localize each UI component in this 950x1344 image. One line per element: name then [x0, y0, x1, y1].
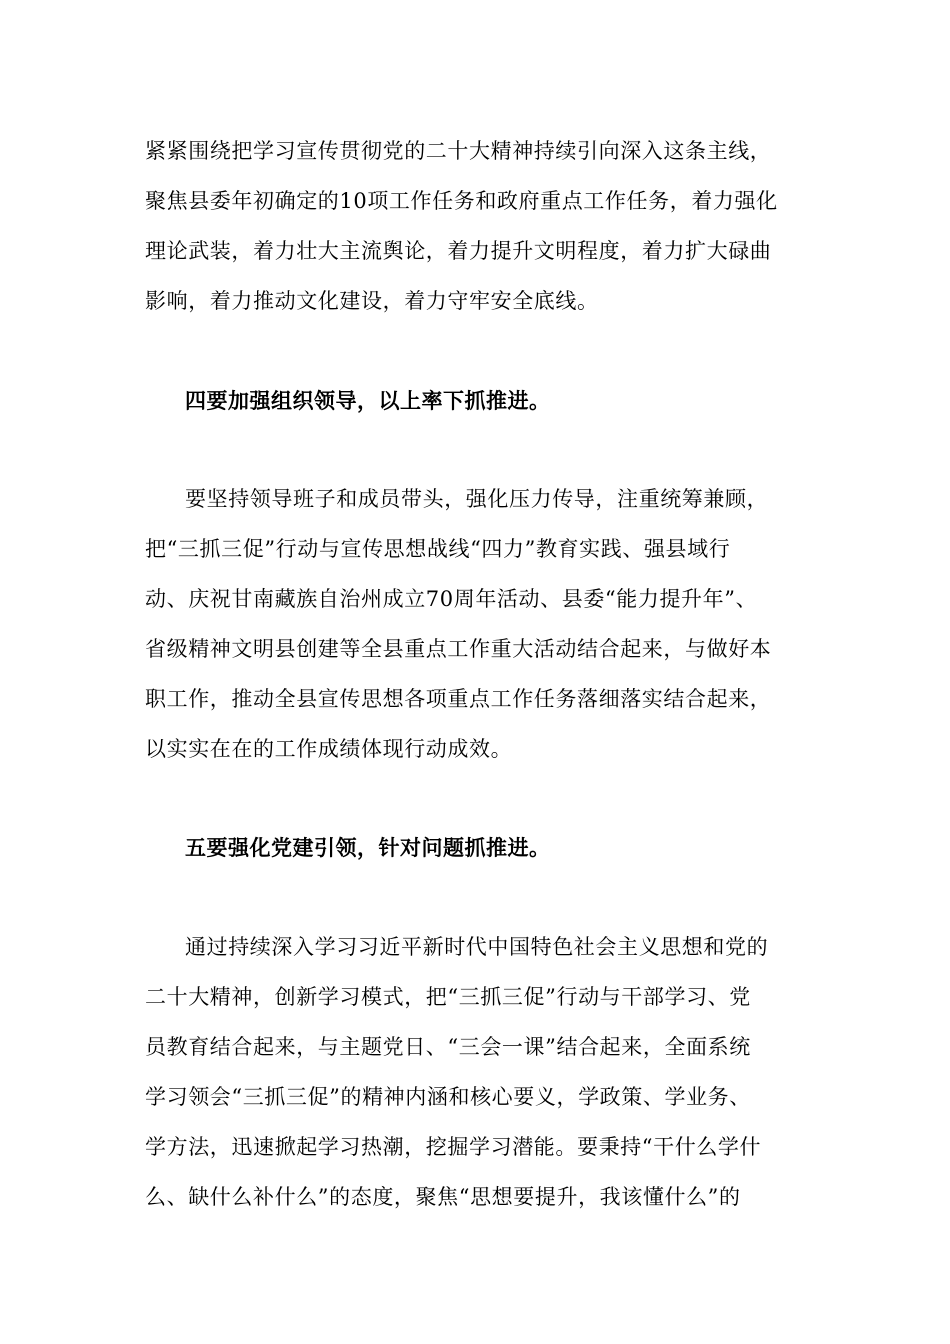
section-heading-4: 四要加强组织领导，以上率下抓推进。 [185, 388, 551, 413]
text-line: 么、缺什么补什么”的态度，聚焦“思想要提升，我该懂什么”的 [145, 1185, 741, 1209]
section-heading-5: 五要强化党建引领，针对问题抓推进。 [185, 835, 551, 860]
text-line: 职工作，推动全县宣传思想各项重点工作任务落细落实结合起来， [145, 687, 772, 711]
text-line: 聚焦县委年初确定的10项工作任务和政府重点工作任务，着力强化 [145, 189, 778, 213]
text-line: 以实实在在的工作成绩体现行动成效。 [145, 737, 513, 761]
text-line: 学习领会“三抓三促”的精神内涵和核心要义，学政策、学业务、 [145, 1085, 751, 1109]
text-line: 紧紧围绕把学习宣传贯彻党的二十大精神持续引向深入这条主线， [145, 139, 772, 163]
text-line: 通过持续深入学习习近平新时代中国特色社会主义思想和党的 [185, 935, 769, 959]
text-line: 二十大精神，创新学习模式，把“三抓三促”行动与干部学习、党 [145, 985, 751, 1009]
text-line: 把“三抓三促”行动与宣传思想战线“四力”教育实践、强县域行 [145, 537, 731, 561]
text-line: 要坚持领导班子和成员带头，强化压力传导，注重统筹兼顾， [185, 487, 769, 511]
text-line: 学方法，迅速掀起学习热潮，挖掘学习潜能。要秉持“干什么学什 [145, 1135, 762, 1159]
text-line: 省级精神文明县创建等全县重点工作重大活动结合起来，与做好本 [145, 637, 772, 661]
text-line: 影响，着力推动文化建设，着力守牢安全底线。 [145, 289, 599, 313]
text-line: 动、庆祝甘南藏族自治州成立70周年活动、县委“能力提升年”、 [145, 587, 758, 611]
text-line: 理论武装，着力壮大主流舆论，着力提升文明程度，着力扩大碌曲 [145, 239, 772, 263]
text-line: 员教育结合起来，与主题党日、“三会一课”结合起来，全面系统 [145, 1035, 751, 1059]
